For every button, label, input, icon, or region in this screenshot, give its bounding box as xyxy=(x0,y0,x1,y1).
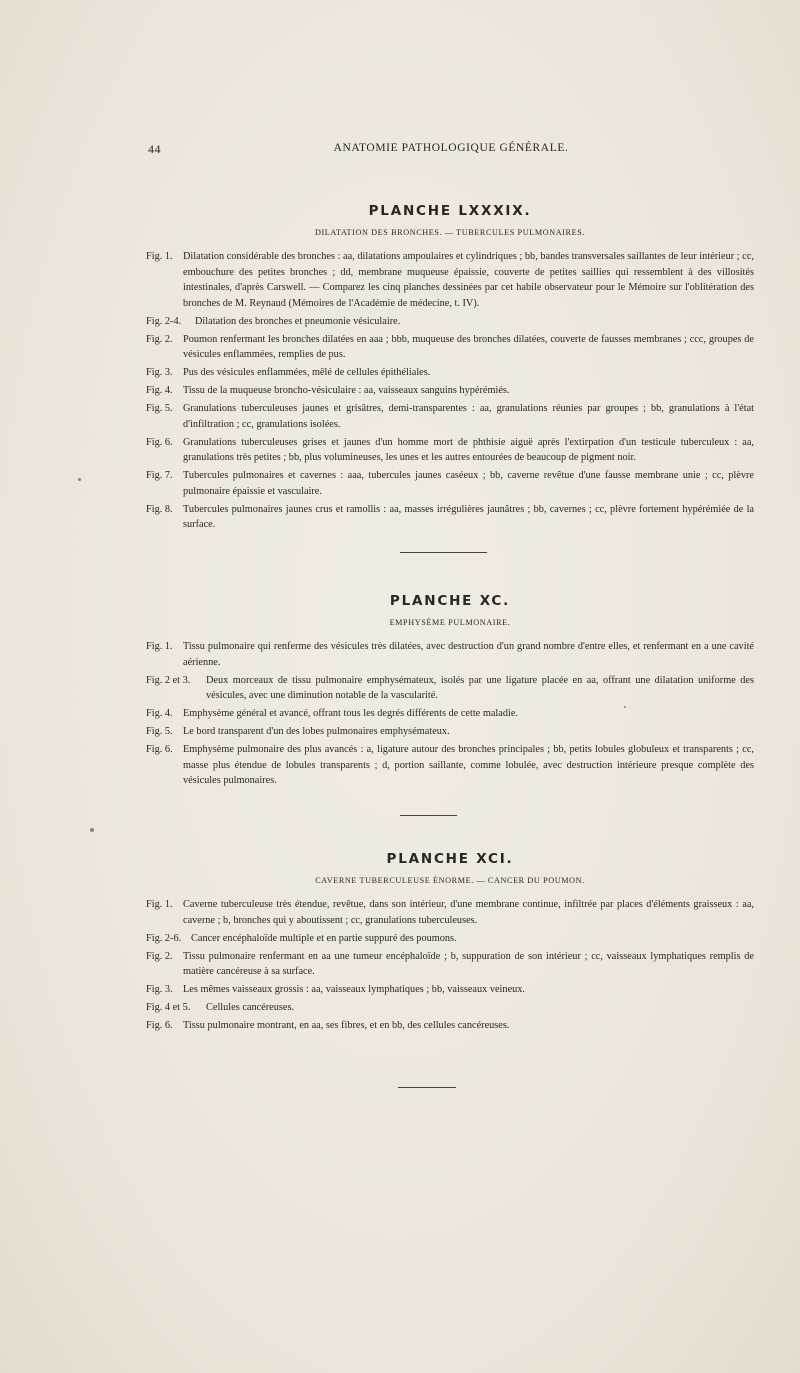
plate-section-xc xyxy=(146,592,754,791)
figure-label: Fig. 2-6. xyxy=(146,932,182,944)
plate-subtitle: DILATATION DES BRONCHES. — TUBERCULES PULMONAIRES. xyxy=(314,228,586,237)
figure-entry xyxy=(146,673,754,704)
paper-speck xyxy=(624,706,626,708)
figure-text: Emphysème pulmonaire des plus avancés : a, ligature autour des bronches principales ; bb, petits lobules globuleux et transparents ; cc, masse plus étendue de lobules transparents ; d, portion saillante, comme lobulée, avec destruction intérieure presque complète des vésicules pulmonaires. xyxy=(183,744,754,786)
figure-label: Fig. 8. xyxy=(146,503,173,515)
figure-text: Cellules cancéreuses. xyxy=(206,1002,295,1013)
figure-text: Caverne tuberculeuse très étendue, revêtue, dans son intérieur, d'une membrane continue, infiltrée par places d'éléments graisseux : aa, caverne ; b, bronches qui y aboutissent ; cc, granulations tuberculeuses. xyxy=(183,899,754,926)
figure-label: Fig. 1. xyxy=(146,641,173,652)
figure-label: Fig. 4 et 5. xyxy=(146,1002,191,1013)
figure-label: Fig. 5. xyxy=(146,403,173,414)
plate-section-lxxxix xyxy=(146,202,754,535)
paper-speck xyxy=(90,828,94,832)
figure-text: Deux morceaux de tissu pulmonaire emphysémateux, isolés par une ligature placée en aa, offrant une dilatation uniforme des vésicules, avec une diminution notable de la vascularité. xyxy=(206,674,754,701)
figure-label: Fig. 2. xyxy=(146,333,173,345)
figure-entry xyxy=(146,383,754,399)
figure-label: Fig. 5. xyxy=(146,726,173,737)
figure-text: Tubercules pulmonaires jaunes crus et ramollis : aa, masses irrégulières jaunâtres ; bb, cavernes ; cc, plèvre fortement hypérémiée de la surface. xyxy=(183,503,754,530)
figure-entry xyxy=(146,982,754,998)
figure-text: Pus des vésicules enflammées, mêlé de cellules épithéliales. xyxy=(183,367,431,378)
figure-text: Tubercules pulmonaires et cavernes : aaa, tubercules jaunes caséeux ; bb, caverne revêtue d'une fausse membrane unie ; cc, plèvre pulmonaire épaissie et vasculaire. xyxy=(183,470,754,497)
plate-title: PLANCHE XC. xyxy=(389,593,511,609)
figure-text: Granulations tuberculeuses jaunes et grisâtres, demi-transparentes : aa, granulations réunies par groupes ; bb, granulations à l'état d'infiltration ; cc, granulations isolées. xyxy=(183,403,754,430)
section-divider xyxy=(400,552,487,553)
figure-text: Tissu pulmonaire montrant, en aa, ses fibres, et en bb, des cellules cancéreuses. xyxy=(183,1020,510,1031)
figure-text: Dilatation des bronches et pneumonie vésiculaire. xyxy=(195,315,401,327)
plate-title: PLANCHE LXXXIX. xyxy=(368,203,532,219)
figure-entry xyxy=(146,897,754,928)
figure-entry xyxy=(146,401,754,432)
figure-label: Fig. 1. xyxy=(146,251,173,262)
running-head-title: ANATOMIE PATHOLOGIQUE GÉNÉRALE. xyxy=(333,142,569,154)
figure-text: Le bord transparent d'un des lobes pulmonaires emphysémateux. xyxy=(183,726,450,737)
figure-entry xyxy=(146,365,754,381)
figure-entry xyxy=(146,742,754,789)
figure-entry xyxy=(146,468,754,499)
plate-subtitle: CAVERNE TUBERCULEUSE ÉNORME. — CANCER DU POUMON. xyxy=(315,876,585,885)
figure-text: Cancer encéphaloïde multiple et en partie suppuré des poumons. xyxy=(191,932,457,944)
figure-label: Fig. 2 et 3. xyxy=(146,674,191,686)
figure-label: Fig. 6. xyxy=(146,744,173,755)
figure-entry xyxy=(146,249,754,311)
figure-label: Fig. 6. xyxy=(146,436,173,448)
figure-entry xyxy=(146,949,754,980)
figure-entry xyxy=(146,931,754,947)
section-divider xyxy=(398,1087,456,1088)
figure-text: Tissu de la muqueuse broncho-vésiculaire : aa, vaisseaux sanguins hypérémiés. xyxy=(183,385,510,396)
figure-entry xyxy=(146,332,754,363)
figure-text: Les mêmes vaisseaux grossis : aa, vaisseaux lymphatiques ; bb, vaisseaux veineux. xyxy=(183,984,526,995)
figure-entry xyxy=(146,706,754,722)
plate-title: PLANCHE XCI. xyxy=(386,851,514,867)
figure-entry xyxy=(146,639,754,670)
figure-label: Fig. 3. xyxy=(146,367,173,378)
figure-label: Fig. 3. xyxy=(146,984,173,995)
figure-entry xyxy=(146,314,754,330)
figure-entry xyxy=(146,1000,754,1016)
section-divider xyxy=(400,815,457,816)
figure-label: Fig. 4. xyxy=(146,708,173,719)
figure-entry xyxy=(146,435,754,466)
figure-label: Fig. 6. xyxy=(146,1020,173,1031)
figure-text: Tissu pulmonaire qui renferme des vésicules très dilatées, avec destruction d'un grand nombre d'entre elles, et renfermant en a une cavité aérienne. xyxy=(183,641,754,668)
paper-speck xyxy=(78,478,81,481)
figure-text: Dilatation considérable des bronches : aa, dilatations ampoulaires et cylindriques ; bb, bandes transversales saillantes de leur intérieur ; cc, embouchure des petites bronches ; dd, membrane muqueuse épaissie, couverte de petites saillies qui ressemblent à des villosités intestinales, d'après Carswell. — Comparez les cinq planches dessinées par cet habile observateur pour le Mémoire sur l'oblitération des bronches de M. Reynaud (Mémoires de l'Académie de médecine, t. IV). xyxy=(183,251,754,309)
figure-text: Tissu pulmonaire renfermant en aa une tumeur encéphaloïde ; b, suppuration de son intérieur ; cc, vaisseaux lymphatiques remplis de matière cancéreuse à sa surface. xyxy=(183,950,754,977)
plate-section-xci xyxy=(146,850,754,1036)
page-number: 44 xyxy=(148,142,161,156)
figure-label: Fig. 4. xyxy=(146,385,173,396)
running-head xyxy=(148,142,754,160)
plate-subtitle: EMPHYSÈME PULMONAIRE. xyxy=(389,618,511,627)
figure-entry xyxy=(146,724,754,740)
figure-entry xyxy=(146,1018,754,1034)
figure-label: Fig. 7. xyxy=(146,470,173,481)
figure-label: Fig. 1. xyxy=(146,899,173,910)
figure-text: Emphysème général et avancé, offrant tous les degrés différents de cette maladie. xyxy=(183,708,518,719)
figure-text: Granulations tuberculeuses grises et jaunes d'un homme mort de phthisie aiguë après l'extirpation d'un testicule tuberculeux : aa, granulations très petites ; bb, plus volumineuses, les unes et les autres entourées de beaucoup de pigment noir. xyxy=(183,436,754,463)
figure-entry xyxy=(146,502,754,533)
figure-label: Fig. 2. xyxy=(146,950,173,962)
figure-label: Fig. 2-4. xyxy=(146,315,182,327)
figure-text: Poumon renfermant les bronches dilatées en aaa ; bbb, muqueuse des bronches dilatées, couverte de fausses membranes ; ccc, groupes de vésicules enflammées, remplies de pus. xyxy=(183,333,754,360)
